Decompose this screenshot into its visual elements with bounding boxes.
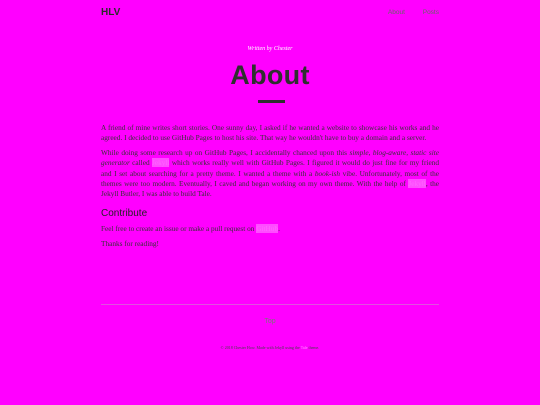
github-link[interactable]: GitHub [256,224,279,234]
jekyll-butler-link[interactable]: Jekyll [408,179,426,189]
top-navigation [101,7,439,21]
nav-link-posts[interactable]: Posts [422,9,439,16]
copyright-text: theme. [307,345,320,350]
paragraph-contribute [101,224,439,234]
article-body [101,123,439,253]
page-title: About [230,60,310,90]
copyright-notice [0,345,540,350]
back-to-top-link[interactable]: Top [264,318,276,325]
paragraph-thanks: Thanks for reading! [101,238,159,248]
section-heading-contribute: Contribute [101,207,148,219]
text-segment: vibe. Unfortunately, most of the themes were too modern. Eventually, I caved and began working on my own theme. With the help of [101,168,439,189]
text-segment: , the Jekyll Butler, I was able to build Tale. [101,179,439,199]
tale-theme-link[interactable]: Tale [300,345,308,350]
text-segment: While doing some research up on GitHub Pages, I accidentally chanced upon this [101,147,350,157]
paragraph-intro: A friend of mine writes short stories. One sunny day, I asked if he wanted a website to showcase his works and he agreed. I decided to use GitHub Pages to host his site. That way he wouldn't have to buy a domain and a server. [101,123,439,143]
nav-link-about[interactable]: About [387,9,405,16]
title-underline [258,100,285,103]
nav-links [372,9,439,16]
emphasis-text: book-ish [314,168,340,178]
paragraph-research [101,148,439,200]
emphasis-text: simple, blog-aware, static site generator [101,147,439,168]
post-byline: Written by Chester [247,46,293,52]
text-segment: . [278,224,280,234]
site-brand-link[interactable]: HLV [101,7,121,18]
text-segment: Feel free to create an issue or make a pull request on [101,224,257,234]
footer-divider [101,304,439,305]
copyright-text: © 2018 Chester How. Made with Jekyll using the [220,345,301,350]
text-segment: called [129,158,152,168]
text-segment: which works really well with GitHub Pages. I figured it would do just fine for my friend and I set about searching for a pretty theme. I wanted a theme with a [101,158,439,178]
jekyll-link[interactable]: Jekyll [152,158,170,168]
